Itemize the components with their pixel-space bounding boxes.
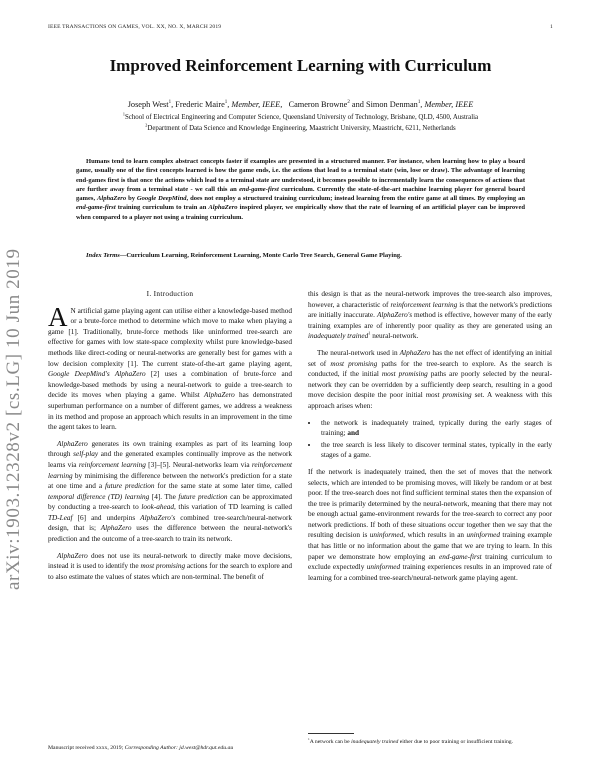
footnote-text: A network can be xyxy=(309,739,352,745)
body-emphasis: uninformed xyxy=(366,563,401,572)
body-text: neural-network. xyxy=(370,332,419,341)
body-paragraph-continued xyxy=(308,289,552,342)
body-text: set. A weakness with this approach arises when: xyxy=(308,391,552,410)
body-text: The neural-network used in xyxy=(317,348,400,357)
body-emphasis: uninformed xyxy=(466,531,500,540)
footnote-number: 1 xyxy=(308,737,310,742)
body-emphasis: uninformed xyxy=(369,531,404,540)
list-item-conjunction: and xyxy=(347,429,360,438)
page-number: 1 xyxy=(550,24,553,30)
body-text: training curriculum to exclude expectedly xyxy=(308,552,552,572)
body-emphasis: self-play xyxy=(73,450,99,459)
body-text: combined tree-search/neural-network design, that is; xyxy=(48,513,292,533)
body-text: , this variation of TD learning is called xyxy=(173,503,292,512)
body-text: training example that has little or no information about the game that we are trying to learn. In this paper we demonstrate how employing an xyxy=(308,531,552,561)
author-role: Member, IEEE xyxy=(424,100,474,109)
body-text: this design is that as the neural-network improves the tree-search also improves, however, a characteristic of xyxy=(308,290,552,309)
affiliation-mark: 2 xyxy=(145,122,148,128)
body-emphasis: most promising xyxy=(330,359,378,368)
body-emphasis: AlphaZero xyxy=(204,391,235,400)
body-emphasis: TD-Leaf xyxy=(48,513,73,522)
body-text: by minimising the difference between the network's prediction for a state at one time and a xyxy=(48,471,292,491)
body-text: , which results in an xyxy=(403,531,467,540)
abstract-emphasis: end-game-first xyxy=(76,204,116,212)
affiliation-2 xyxy=(48,122,553,132)
right-column xyxy=(308,289,552,583)
body-text: N artificial game playing agent can utilise either a knowledge-based method or a brute-force method to determine which move to make when playing a game [1]. Traditionally, brute-force methods like uninformed tree-search are effective for games with low state-space complexity whilst pure knowledge-based methods like direct-coding or neural-networks are generally best for games with a low decision complexity [1]. The current state-of-the-art game playing agent, xyxy=(48,306,292,368)
footnote-1 xyxy=(308,738,552,746)
body-emphasis: AlphaZero's xyxy=(140,513,176,522)
body-text: can be approximated by conducting a tree-search to xyxy=(48,492,292,512)
abstract-emphasis: Google DeepMind xyxy=(136,195,187,203)
footnote-emphasis: inadequately trained xyxy=(351,739,399,745)
body-emphasis: AlphaZero xyxy=(57,551,88,560)
body-text: uses the difference between the neural-network's prediction and the outcome of a tree-search to train its network. xyxy=(48,524,292,544)
body-emphasis: end-game-first xyxy=(438,552,482,561)
abstract-text: training curriculum to train an xyxy=(115,204,209,212)
left-column xyxy=(48,289,292,582)
abstract-emphasis: AlphaZero xyxy=(208,204,238,212)
abstract xyxy=(76,157,525,222)
intro-paragraph-1 xyxy=(48,301,292,433)
body-text: has demonstrated superhuman performance on a number of different games, we address a weakness in its method and propose an approach which results in an improvement in the time the agent takes to learn. xyxy=(48,391,292,432)
footnote-marker: 1 xyxy=(368,330,371,336)
body-emphasis: future prediction xyxy=(105,482,155,491)
body-text: [3]–[5]. Neural-networks learn via xyxy=(145,460,252,469)
affiliation-text: School of Electrical Engineering and Computer Science, Queensland University of Technology, Brisbane, QLD, 4500, Australia xyxy=(124,114,479,121)
abstract-emphasis: AlphaZero xyxy=(97,195,127,203)
body-text: method is effective, however many of the early training examples are of inherently poor quality as they are generated using an xyxy=(308,311,553,330)
body-emphasis: most promising xyxy=(425,391,472,400)
index-terms xyxy=(76,251,525,260)
body-text: and the generated examples continually improve as the network learns via xyxy=(48,450,292,469)
affiliation-mark: 1 xyxy=(122,111,125,117)
journal-header: IEEE TRANSACTIONS ON GAMES, VOL. XX, NO. X, MARCH 2019 xyxy=(48,24,222,30)
footnote-text: Manuscript received xxxx, 2019; xyxy=(48,745,125,751)
arxiv-identifier: arXiv:1903.12328v2 [cs.LG] 10 Jun 2019 xyxy=(3,248,24,590)
body-text: for the same state at some later time, called xyxy=(154,482,292,491)
weakness-list xyxy=(308,418,552,461)
body-emphasis: look-ahead xyxy=(141,503,174,512)
intro-paragraph-2 xyxy=(48,439,292,545)
author-name: Joseph West xyxy=(127,100,169,109)
body-text: has the net effect of identifying an initial set of xyxy=(308,348,552,368)
affiliation-text: Department of Data Science and Knowledge Engineering, Maastricht University, Maastricht, 6211, Netherlands xyxy=(147,125,456,132)
author-name: Frederic Maire xyxy=(175,100,225,109)
running-head xyxy=(48,24,553,30)
body-emphasis: temporal difference (TD) learning xyxy=(48,492,150,501)
body-text: paths for the tree-search to explore. As the search is conducted, if the initial xyxy=(308,359,553,379)
body-emphasis: reinforcement learning xyxy=(78,460,146,469)
body-emphasis: AlphaZero's xyxy=(376,311,413,320)
footnote-rule xyxy=(308,733,354,734)
footnote-text: either due to poor training or insufficient training. xyxy=(398,739,514,745)
list-item-text: the network is inadequately trained, typically during the early stages of training; xyxy=(321,418,552,438)
author-name: Cameron Browne xyxy=(288,100,348,109)
body-emphasis: most promising xyxy=(140,562,186,571)
abstract-text: by xyxy=(126,195,137,203)
body-emphasis: Google DeepMind's AlphaZero xyxy=(48,370,146,379)
abstract-text: , does not employ a structured training curriculum; instead learning from the entire game at all times. By employing an xyxy=(186,195,525,203)
body-text: [6] and underpins xyxy=(72,513,141,522)
body-emphasis: reinforcement learning xyxy=(48,460,292,480)
body-text: generates its own training examples as part of its learning loop through xyxy=(48,439,292,459)
intro-paragraph-3 xyxy=(48,551,292,583)
author-role: Member, IEEE, xyxy=(231,100,283,109)
body-emphasis: reinforcement learning xyxy=(390,300,458,309)
author-name: Simon Denman xyxy=(365,100,418,109)
body-emphasis: AlphaZero xyxy=(399,348,431,357)
index-terms-label: Index Terms xyxy=(86,252,120,259)
affiliation-1 xyxy=(48,111,553,121)
body-text: [4]. The xyxy=(149,492,179,501)
author-conjunction: and xyxy=(351,100,364,109)
body-emphasis: AlphaZero xyxy=(100,524,132,533)
body-text: training experiences results in an improved rate of learning for a combined tree-search/neural-network game playing agent. xyxy=(308,563,552,582)
author-affiliation-mark: 1 xyxy=(417,100,421,106)
body-text: If the network is inadequately trained, then the set of moves that the network selects, which are intended to be promising moves, will likely be random or at best poor. If the tree-search does not find sufficient terminal states then the expansion of the tree is primarily determined by the neural-network, meaning that there may not be enough actual game-environment rewards for the tree-search to correct any poor network predictions. If both of these situations occur together then we say that the resulting decision is xyxy=(308,467,552,540)
body-text: actions for the search to explore and to also estimate the values of states which are non-terminal. The benefit of xyxy=(48,562,292,581)
list-item xyxy=(319,418,552,439)
author-affiliation-mark: 2 xyxy=(347,100,350,106)
body-emphasis: AlphaZero xyxy=(57,439,88,448)
paper-title: Improved Reinforcement Learning with Curriculum xyxy=(109,56,492,75)
author-affiliation-mark: 1 xyxy=(168,100,172,106)
body-text: does not use its neural-network to directly make move decisions, instead it is used to identify the xyxy=(48,551,292,571)
body-text: is that the network's predictions are initially inaccurate. xyxy=(308,300,552,320)
index-terms-text: —Curriculum Learning, Reinforcement Learning, Monte Carlo Tree Search, General Game Playing. xyxy=(119,252,402,259)
body-text: paths are poorly selected by the neural-network they can be overridden by a sufficiently deep search, resulting in a good move decision despite the poor initial xyxy=(308,370,552,400)
abstract-text: Humans tend to learn complex abstract concepts faster if examples are presented in a structured manner. For instance, when learning how to play a board game, usually one of the first concepts learned is how the game ends, i.e. the actions that lead to a terminal state (win, lose or draw). The advantage of learning end-games first is that once the actions which lead to a terminal state are understood, it becomes possible to incrementally learn the consequences of actions that are further away from a terminal state - we call this an xyxy=(76,158,525,193)
manuscript-footnote xyxy=(48,744,292,752)
abstract-text: inspired player, we empirically show that the rate of learning of an artificial player can be improved when compared to a player not using a training curriculum. xyxy=(76,204,525,221)
body-text: [2] uses a combination of brute-force and knowledge-based methods by using a neural-network to guide a tree-search to decide its moves when playing a game. Whilst xyxy=(48,370,292,400)
abstract-emphasis: end-game-first xyxy=(239,185,279,193)
body-paragraph xyxy=(308,348,552,412)
body-emphasis: future prediction xyxy=(178,492,228,501)
body-paragraph xyxy=(308,467,552,584)
author-list: Joseph West$^1$, Frederic Maire$^1$, Member, IEEE, Cameron Browne$^2$ and Simon Denman$^1$, Member, IEEE xyxy=(127,100,474,109)
drop-cap: A xyxy=(48,301,68,332)
body-emphasis: inadequately trained xyxy=(308,332,369,341)
body-emphasis: most promising xyxy=(381,370,428,379)
list-item-text: the tree search is less likely to discover terminal states, typically in the early stages of a game. xyxy=(321,440,552,460)
list-item xyxy=(319,440,552,461)
footnote-emphasis: Corresponding Author: jd.west@hdr.qut.edu.au xyxy=(124,745,234,751)
abstract-text: curriculum. Currently the state-of-the-art machine learning player for general board games, xyxy=(76,185,525,203)
author-affiliation-mark: 1 xyxy=(224,100,228,106)
section-heading: I. Introduction xyxy=(146,289,194,298)
